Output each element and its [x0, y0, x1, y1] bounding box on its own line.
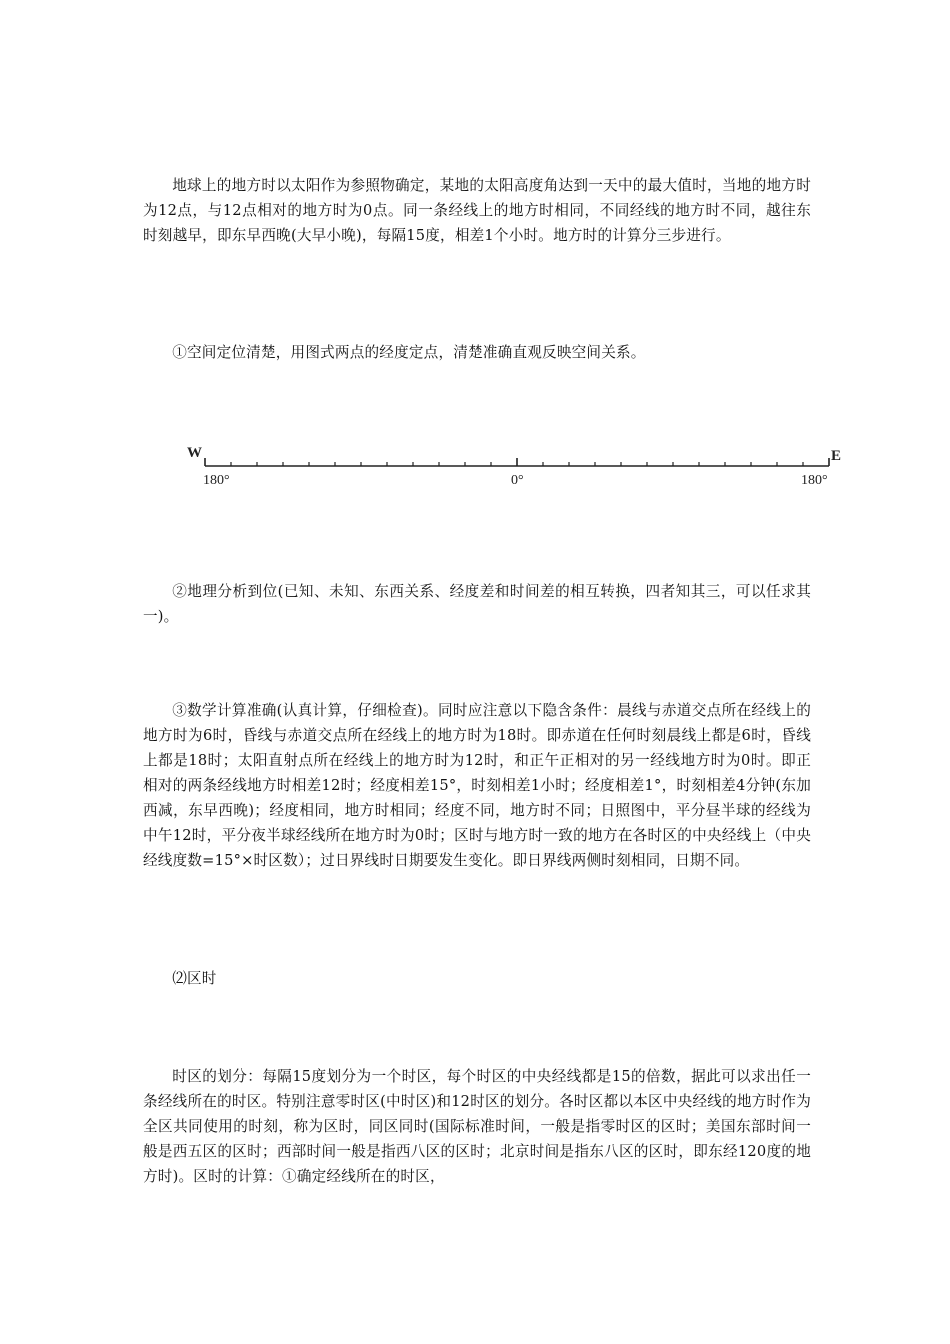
- paragraph-step-3: ③数学计算准确(认真计算，仔细检查)。同时应注意以下隐含条件：晨线与赤道交点所在经线上的地方时为6时，昏线与赤道交点所在经线上的地方时为18时。即赤道在任何时刻晨线上都是6时，昏线上都是18时；太阳直射点所在经线上的地方时为12时，和正午正相对的另一经线地方时为0时。即正相对的两条经线地方时相差12时；经度相差15°，时刻相差1小时；经度相差1°，时刻相差4分钟(东加西减，东早西晚)；经度相同，地方时相同；经度不同，地方时不同；日照图中，平分昼半球的经线为中午12时，平分夜半球经线所在地方时为0时；区时与地方时一致的地方在各时区的中央经线上（中央经线度数=15°×时区数）；过日界线时日期要发生变化。即日界线两侧时刻相同，日期不同。: [143, 702, 811, 869]
- right-180-label: 180°: [801, 473, 828, 488]
- paragraph-step-2: ②地理分析到位(已知、未知、东西关系、经度差和时间差的相互转换，四者知其三，可以任求其一)。: [143, 583, 811, 625]
- left-180-label: 180°: [203, 473, 230, 488]
- longitude-line-svg: [185, 436, 845, 496]
- paragraph-time-zone-division: 时区的划分：每隔15度划分为一个时区，每个时区的中央经线都是15的倍数，据此可以求出任一条经线所在的时区。特别注意零时区(中时区)和12时区的划分。各时区都以本区中央经线的地方时作为全区共同使用的时刻，称为区时，同区同时(国际标准时间，一般是指零时区的区时；美国东部时间一般是西五区的区时；西部时间一般是指西八区的区时；北京时间是指东八区的区时，即东经120度的地方时)。区时的计算：①确定经线所在的时区，: [143, 1068, 811, 1185]
- west-label: W: [187, 445, 202, 461]
- east-label: E: [831, 448, 842, 464]
- section-heading-zone-time: ⑵区时: [172, 970, 217, 987]
- paragraph-local-time-intro: 地球上的地方时以太阳作为参照物确定，某地的太阳高度角达到一天中的最大值时，当地的地方时为12点，与12点相对的地方时为0点。同一条经线上的地方时相同，不同经线的地方时不同，越往东时刻越早，即东早西晚(大早小晚)，每隔15度，相差1个小时。地方时的计算分三步进行。: [143, 177, 811, 244]
- longitude-line-diagram: [185, 436, 845, 496]
- longitude-ticks: [205, 458, 829, 466]
- center-0-label: 0°: [511, 473, 524, 488]
- paragraph-step-1: ①空间定位清楚，用图式两点的经度定点，清楚准确直观反映空间关系。: [172, 344, 646, 361]
